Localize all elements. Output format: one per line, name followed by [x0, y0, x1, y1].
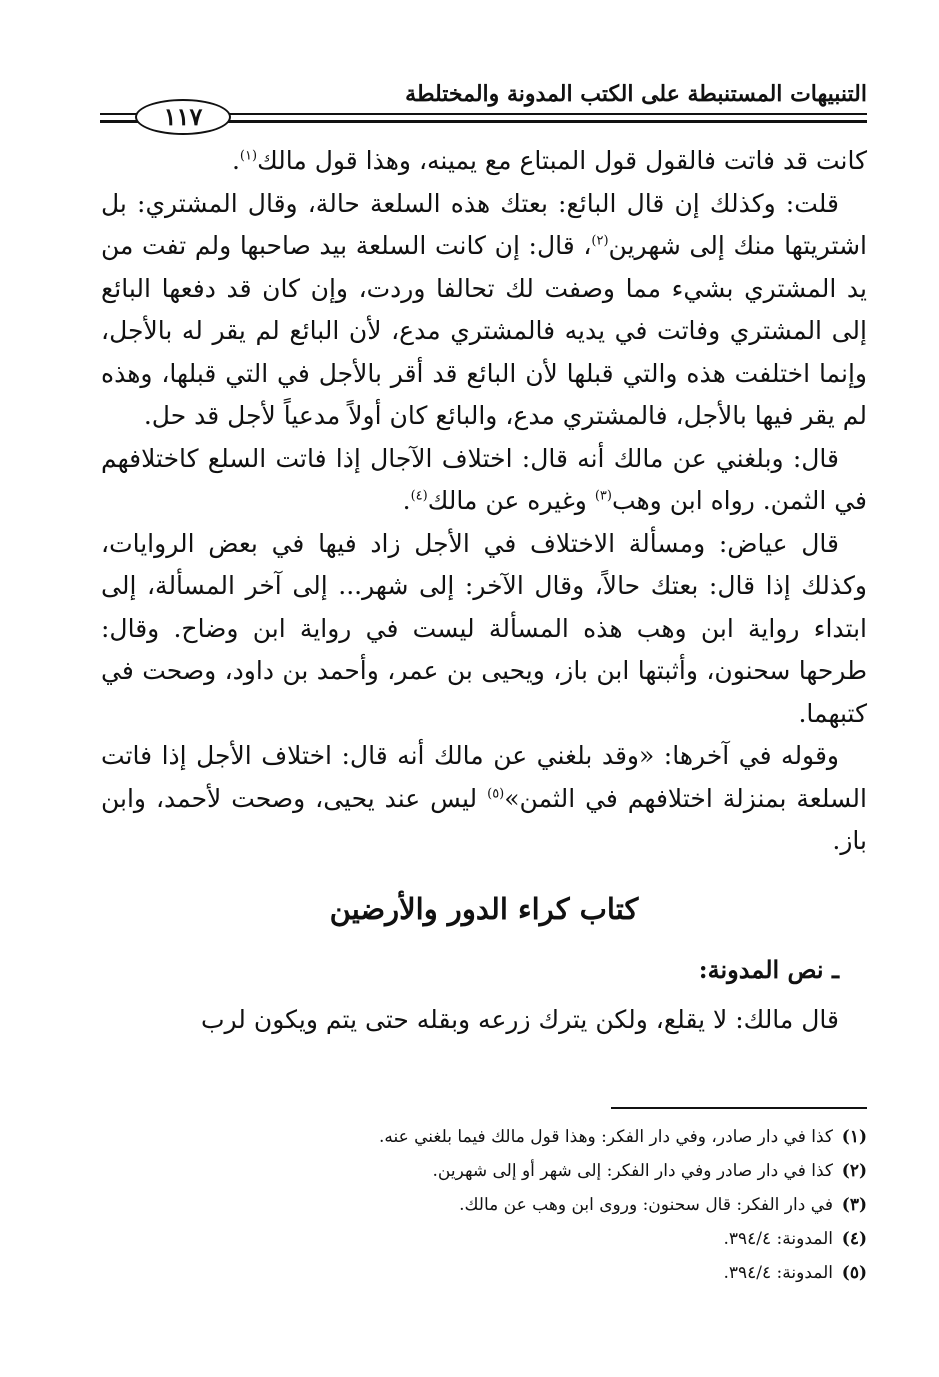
footnote-ref-3: (٣) [594, 488, 612, 504]
footnote-ref-5: (٥) [487, 786, 505, 802]
footnote-ref-1: (١) [239, 148, 258, 164]
paragraph-1: كانت قد فاتت فالقول قول المبتاع مع يمينه، وهذا قول مالك$^{(١)}$. [231, 146, 867, 175]
footnote-number: (٣) [841, 1195, 867, 1215]
footnote-number: (٢) [841, 1161, 867, 1181]
footnote-number: (١) [841, 1127, 867, 1147]
paragraph-3: قال: وبلغني عن مالك أنه قال: اختلاف الآجال إذا فاتت السلع كاختلافهم في الثمن. رواه ابن وهب$^{(٣)}$ وغيره عن مالك$^{(٤)}$. [101, 443, 867, 515]
paragraph-6: قال مالك: لا يقلع، ولكن يترك زرعه وبقله حتى يتم ويكون لرب [200, 1005, 839, 1034]
footnote [101, 1188, 867, 1222]
footnote-text: كذا في دار صادر وفي دار الفكر: إلى شهر أو إلى شهرين. [432, 1161, 833, 1181]
footnote [101, 1154, 867, 1188]
footnote-text: في دار الفكر: قال سحنون: وروى ابن وهب عن مالك. [459, 1195, 833, 1215]
section-heading: كتاب كراء الدور والأرضين [329, 891, 639, 926]
footnote-text: المدونة: ٣٩٤/٤. [723, 1229, 833, 1249]
footnote-text: المدونة: ٣٩٤/٤. [723, 1263, 833, 1283]
footnotes [101, 1120, 867, 1290]
footnote [101, 1120, 867, 1154]
footnote [101, 1256, 867, 1290]
main-text [101, 140, 867, 1042]
paragraph-5: وقوله في آخرها: «وقد بلغني عن مالك أنه قال: اختلاف الأجل إذا فاتت السلعة بمنزلة اختلافهم في الثمن»$^{(٥)}$ ليس عند يحيى، وصحت لأحمد، وابن باز. [101, 741, 867, 855]
paragraph-4: قال عياض: ومسألة الاختلاف في الأجل زاد فيها في بعض الروايات، وكذلك إذا قال: بعتك حالاً، وقال الآخر: إلى شهر... إلى آخر المسألة، إلى ابتداء رواية ابن وهب هذه المسألة ليست في رواية ابن وضاح. وقال: طرحها سحنون، وأثبتها ابن باز، ويحيى بن عمر، وأحمد بن داود، وصحت في كتبهما. [101, 528, 867, 728]
subheading: ـ نص المدونة: [698, 954, 839, 984]
footnote-ref-4: (٤) [410, 488, 428, 504]
footnote-text: كذا في دار صادر، وفي دار الفكر: وهذا قول مالك فيما بلغني عنه. [378, 1127, 833, 1147]
footnote-ref-2: (٢) [591, 233, 609, 249]
footnote-separator [611, 1107, 867, 1109]
footnote [101, 1222, 867, 1256]
paragraph-2: قلت: وكذلك إن قال البائع: بعتك هذه السلعة حالة، وقال المشتري: بل اشتريتها منك إلى شهرين$^{(٢)}$، قال: إن كانت السلعة بيد صاحبها ولم تفت من يد المشتري بشيء مما وصفت لك تحالفا وردت، وإن كان قد دفعها البائع إلى المشتري وفاتت في يديه فالمشتري مدع، لأن البائع لم يقر له بالأجل، وإنما اختلفت هذه والتي قبلها لأن البائع قد أقر بالأجل في التي قبلها، وهذه لم يقر فيها بالأجل، فالمشتري مدع، والبائع كان أولاً مدعياً لأجل قد حل. [101, 188, 867, 430]
page-number: ١١٧ [135, 99, 231, 135]
footnote-number: (٥) [841, 1263, 867, 1283]
running-title: التنبيهات المستنبطة على الكتب المدونة والمختلطة [405, 81, 867, 107]
footnote-number: (٤) [841, 1229, 867, 1249]
